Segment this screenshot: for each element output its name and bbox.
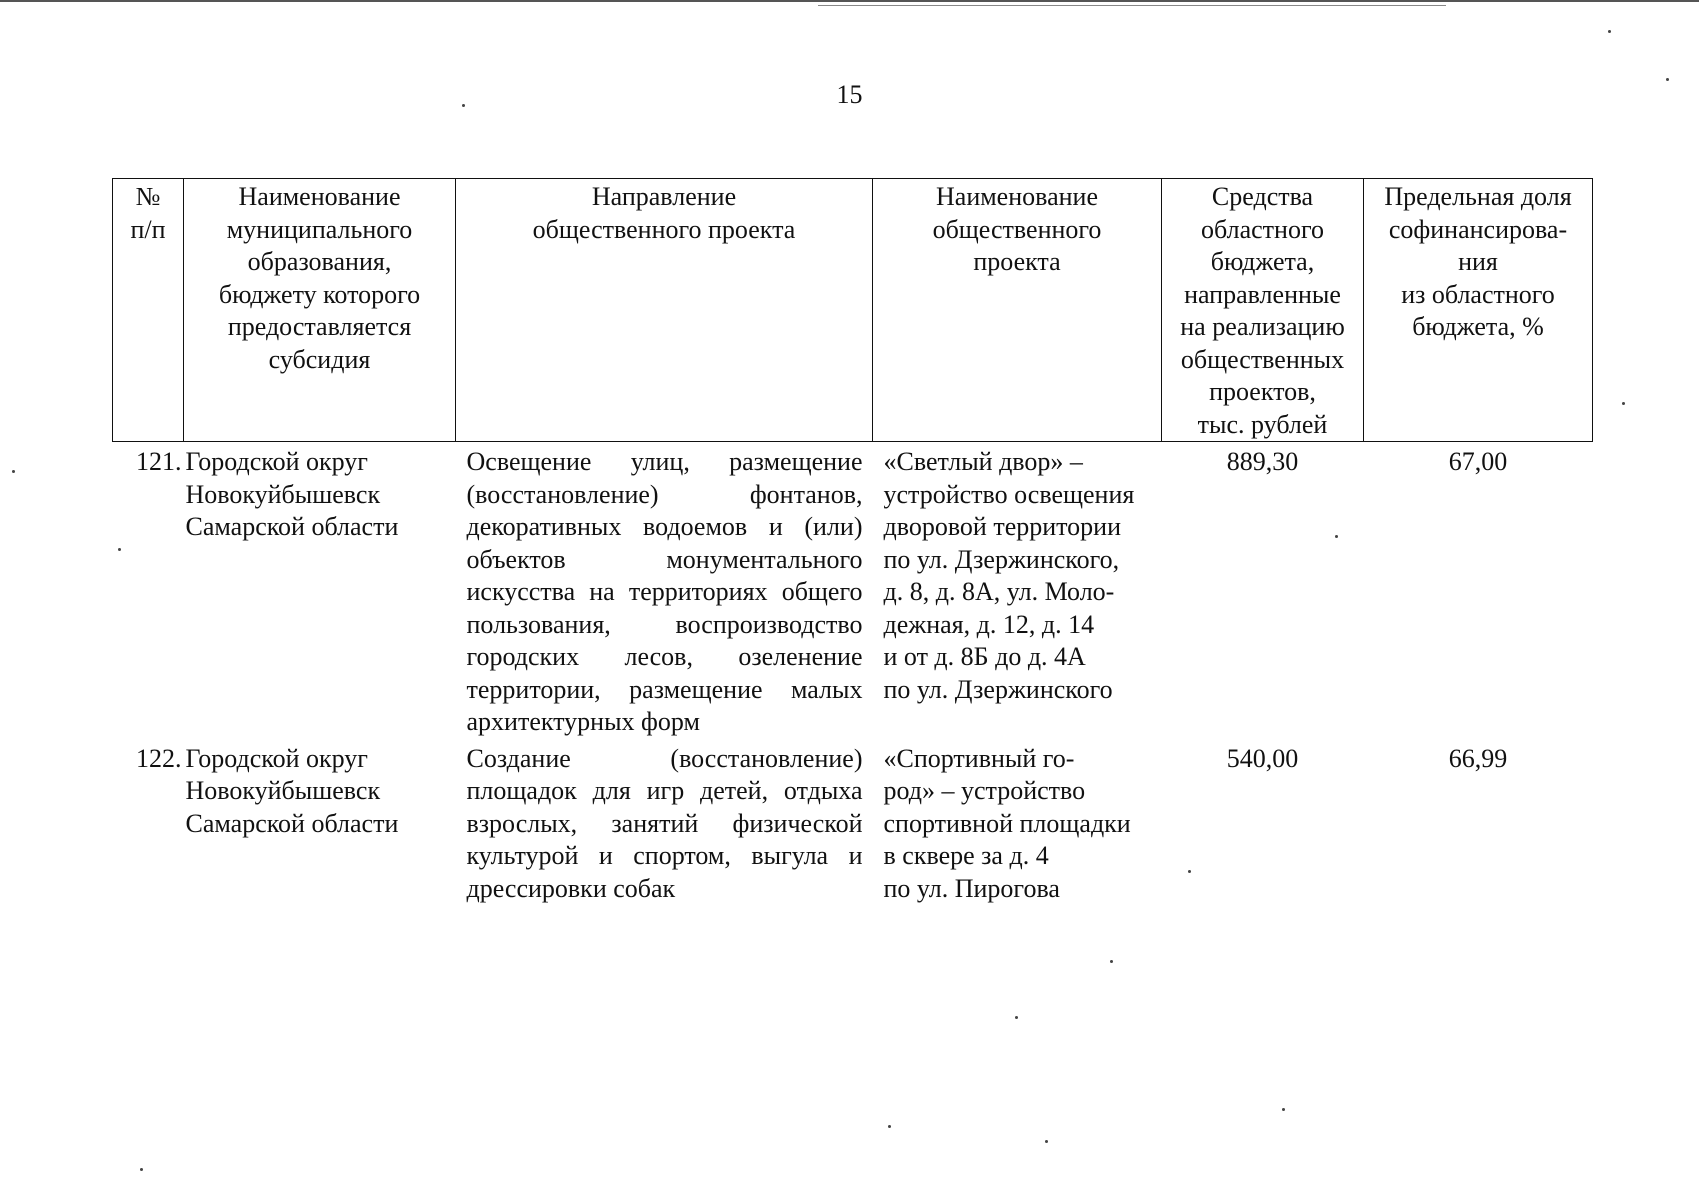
- row-number: 121.: [136, 447, 182, 476]
- project-name-cell: «Светлый двор» – устройство освещения дворовой территории по ул. Дзержинского, д. 8, д. 8А, ул. Моло- дежная, д. 12, д. 14 и от д. 8Б до д. 4А по ул. Дзержинского: [883, 447, 1135, 704]
- scan-speck: [1622, 402, 1625, 405]
- scan-speck: [1282, 1108, 1285, 1111]
- scan-speck: [140, 1168, 143, 1171]
- header-project-name: Наименование общественного проекта: [873, 179, 1162, 442]
- regional-funds-cell: 540,00: [1226, 743, 1299, 773]
- project-direction-cell: Освещение улиц, размещение (восстановление) фонтанов, декоративных водоемов и (или) объектов монументального искусства на территориях общего пользования, воспроизводство городских лесов, озеленение территории, размещение малых архитектурных форм: [466, 447, 863, 736]
- municipality-cell: Городской округ Новокуйбышевск Самарской области: [185, 743, 399, 838]
- cofinancing-share-cell: 66,99: [1448, 743, 1508, 773]
- subsidy-table: [112, 178, 1593, 905]
- header-regional-funds: Средства областного бюджета, направленные на реализацию общественных проектов, тыс. рублей: [1162, 179, 1364, 442]
- scan-speck: [1015, 1016, 1018, 1019]
- project-name-cell: «Спортивный го- род» – устройство спортивной площадки в сквере за д. 4 по ул. Пирогова: [883, 743, 1131, 903]
- cofinancing-share-cell: 67,00: [1448, 447, 1508, 476]
- scan-speck: [1110, 960, 1113, 963]
- municipality-cell: Городской округ Новокуйбышевск Самарской области: [185, 447, 399, 541]
- table-row: [113, 442, 1593, 739]
- scan-speck: [1045, 1140, 1048, 1143]
- scan-speck: [1335, 535, 1338, 538]
- header-number: № п/п: [113, 179, 184, 442]
- scan-speck: [118, 548, 121, 551]
- project-direction-cell: Создание (восстановление) площадок для игр детей, отдыха взрослых, занятий физической культурой и спортом, выгула и дрессировки собак: [466, 743, 863, 903]
- row-number: 122.: [136, 743, 182, 773]
- scan-top-rule: [818, 5, 1446, 6]
- regional-funds-cell: 889,30: [1226, 447, 1299, 476]
- header-cofinancing-share: Предельная доля софинансирова- ния из областного бюджета, %: [1364, 179, 1593, 442]
- scan-speck: [1188, 870, 1191, 873]
- table-header-row: [113, 179, 1593, 442]
- page-number: 15: [836, 80, 863, 109]
- header-municipality: Наименование муниципального образования, бюджету которого предоставляется субсидия: [184, 179, 456, 442]
- scan-speck: [1608, 30, 1611, 33]
- scan-speck: [12, 470, 15, 473]
- header-project-direction: Направление общественного проекта: [456, 179, 873, 442]
- scan-speck: [1666, 78, 1669, 81]
- scan-top-border: [0, 0, 1699, 2]
- scan-speck: [462, 104, 465, 107]
- scan-speck: [888, 1125, 891, 1128]
- table-row: [113, 739, 1593, 906]
